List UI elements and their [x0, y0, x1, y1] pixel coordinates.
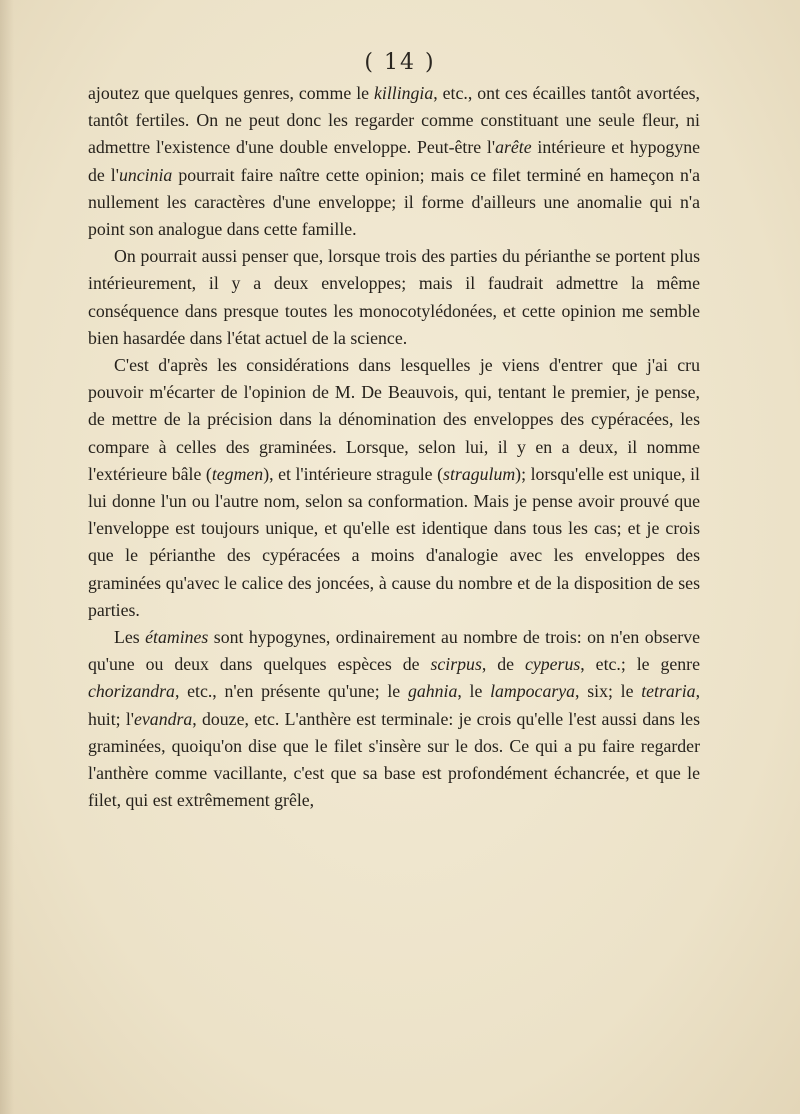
italic-term: lampocarya: [490, 681, 576, 702]
page-fold-shadow: [0, 0, 14, 1114]
italic-term: tetraria: [641, 681, 696, 702]
italic-term: tegmen: [211, 463, 264, 484]
text-segment: ajoutez que quelques genres, comme le: [88, 83, 374, 103]
italic-term: uncinia: [118, 164, 173, 185]
text-segment: , douze, etc. L'anthère est terminale: je crois qu'elle l'est aussi dans les graminées, quoiqu'on dise que le filet s'insère sur le dos. Ce qui a pu faire regarder l'anthère comme vacillante, c'est que sa base est profondément échancrée, et que le filet, qui est extrêmement grêle,: [88, 708, 700, 811]
italic-term: killingia: [374, 83, 434, 103]
text-segment: intérieure et hypogyne de l': [88, 137, 700, 185]
italic-term: étamines: [145, 627, 209, 648]
text-segment: , etc., n'en présente qu'une; le: [174, 681, 408, 702]
text-segment: , six; le: [575, 681, 642, 702]
paragraph: [88, 243, 700, 352]
text-segment: , le: [457, 681, 491, 702]
text-segment: , de: [481, 654, 525, 675]
italic-term: scirpus: [430, 654, 482, 675]
text-segment: ); lorsqu'elle est unique, il lui donne l'un ou l'autre nom, selon sa conformation. Mais je pense avoir prouvé que l'enveloppe est toujours unique, et qu'elle est identique dans tous les cas; et je crois que le périanthe des cypéracées a moins d'analogie avec les enveloppes des graminées qu'avec le calice des joncées, à cause du nombre et de la disposition de ses parties.: [88, 463, 700, 620]
italic-term: arête: [495, 137, 532, 158]
paragraph: [88, 352, 700, 624]
page-number: ( 14 ): [364, 50, 436, 75]
text-segment: , etc.; le genre: [580, 654, 700, 675]
text-segment: ), et l'intérieure stragule (: [263, 463, 444, 484]
paragraph: [88, 80, 700, 243]
italic-term: evandra: [134, 708, 193, 729]
text-segment: , huit; l': [88, 681, 701, 729]
body-text: [88, 80, 700, 814]
paragraph: [88, 624, 700, 814]
text-segment: Les: [114, 627, 146, 648]
italic-term: cyperus: [524, 654, 581, 675]
text-segment: C'est d'après les considérations dans lesquelles je viens d'entrer que j'ai cru pouvoir m'écarter de l'opinion de M. De Beauvois, qui, tentant le premier, je pense, de mettre de la précision dans la dénomination des enveloppes des cypéracées, les compare à celles des graminées. Lorsque, selon lui, il y en a deux, il nomme l'extérieure bâle (: [88, 355, 700, 484]
italic-term: stragulum: [443, 463, 516, 484]
text-segment: , etc., ont ces écailles tantôt avortées, tantôt fertiles. On ne peut donc les regarder comme constituant une seule fleur, ni admettre l'existence d'une double enveloppe. Peut-être l': [88, 83, 700, 158]
text-segment: sont hypogynes, ordinairement au nombre de trois: on n'en observe qu'une ou deux dans quelques espèces de: [88, 627, 700, 675]
text-segment: pourrait faire naître cette opinion; mais ce filet terminé en hameçon n'a nullement les caractères d'une enveloppe; il forme d'ailleurs une anomalie qui n'a point son analogue dans cette famille.: [88, 164, 700, 240]
text-segment: On pourrait aussi penser que, lorsque trois des parties du périanthe se portent plus intérieurement, il y a deux enveloppes; mais il faudrait admettre la même conséquence dans presque toutes les monocotylédonées, et cette opinion me semble bien hasardée dans l'état actuel de la science.: [88, 246, 700, 348]
italic-term: gahnia: [407, 681, 458, 702]
italic-term: chorizandra: [88, 681, 175, 702]
